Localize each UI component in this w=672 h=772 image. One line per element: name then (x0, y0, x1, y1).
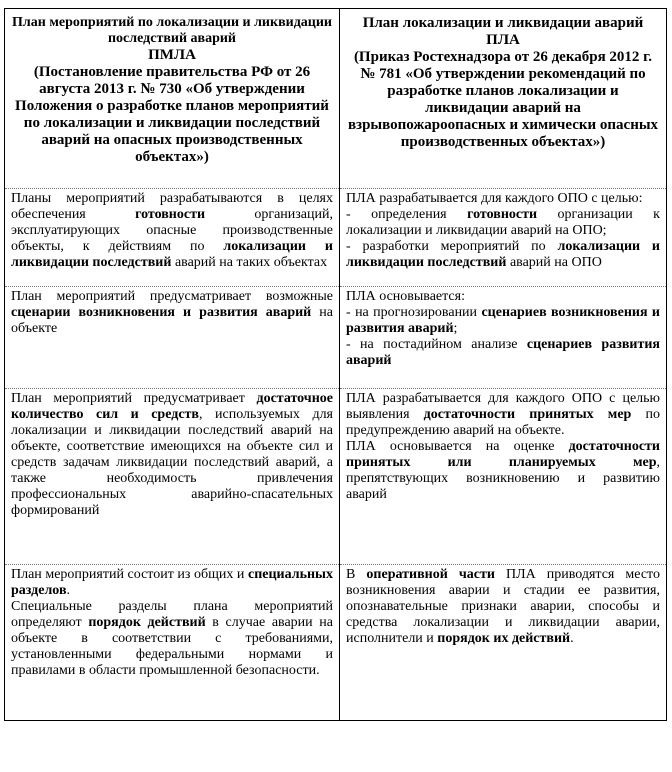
header-right-abbr: ПЛА (486, 32, 520, 48)
bold-text-run: сценариев развития аварий (346, 337, 660, 368)
header-left-source: (Постановление правительства РФ от 26 августа 2013 г. № 730 «Об утверждении Положения о разработке планов мероприятий по локализации и ликвидации последствий аварий на опасных производственных объектах») (15, 64, 329, 165)
text-run: . (66, 583, 71, 598)
text-run: ; (453, 321, 458, 336)
table-row-procedure (5, 565, 667, 721)
text-run: В (346, 567, 367, 582)
text-run: аварий на ОПО (506, 255, 602, 270)
cell-pla-readiness (340, 189, 667, 287)
text-run: Планы мероприятий разрабатываются в целях обеспечения (11, 191, 333, 222)
text-run: аварий на таких объектах (171, 255, 328, 270)
text-run: . (570, 631, 574, 646)
bold-text-run: локализации и ликвидации последствий (346, 239, 661, 270)
header-right-source: (Приказ Ростехнадзора от 26 декабря 2012 г. № 781 «Об утверждении рекомендаций по разработке планов локализации и ликвидации аварий на взрывопожароопасных и химически опасных производственных объектах») (347, 49, 659, 150)
text-run: на объекте (11, 305, 333, 336)
cell-pmla-procedure (5, 565, 340, 721)
bold-text-run: сценарии возникновения и развития аварий (11, 305, 312, 320)
text-run: ПЛА основывается на оценке (346, 439, 569, 454)
text-run: ПЛА разрабатывается для каждого ОПО с целью выявления (346, 391, 660, 422)
text-run: - на постадийном анализе (346, 337, 527, 352)
cell-pmla-sufficiency (5, 389, 340, 565)
table-row-sufficiency (5, 389, 667, 565)
text-run: организаций, эксплуатирующих опасные производственные объекты, к действиям по (11, 207, 333, 254)
text-run: организации к локализации и ликвидации аварий на ОПО; (346, 207, 660, 238)
text-run: , препятствующих возникновению и развитию аварий (346, 455, 660, 502)
text-run: , используемых для локализации и ликвидации последствий аварий на объекте, соответствие имеющихся на объекте сил и средств задачам ликвидации последствий аварий, а также необходимость привлечения профессиональных аварийно-спасательных формирований (11, 407, 333, 518)
table-row-readiness (5, 189, 667, 287)
text-run: План мероприятий состоит из общих и (11, 567, 248, 582)
text-run: План мероприятий предусматривает возможные (11, 289, 333, 304)
cell-pla-procedure (340, 565, 667, 721)
bold-text-run: порядок действий (88, 615, 206, 630)
table-header-row (5, 9, 667, 189)
text-run: ПЛА разрабатывается для каждого ОПО с целью: (346, 191, 643, 206)
bold-text-run: готовности (135, 207, 206, 222)
bold-text-run: готовности (467, 207, 538, 222)
text-run: в случае аварии на объекте в соответствии с требованиями, установленными федеральными нормами и правилами в области промышленной безопасности. (11, 615, 333, 678)
text-run: План мероприятий предусматривает (11, 391, 257, 406)
text-run: Специальные разделы плана мероприятий определяют (11, 599, 333, 630)
text-run: ПЛА приводятся место возникновения аварии и стадии ее развития, опознавательные признаки аварии, способы и средства локализации и ликвидации аварии, исполнители и (346, 567, 660, 646)
bold-text-run: сценариев возникновения и развития аварий (346, 305, 661, 336)
text-run: - на прогнозировании (346, 305, 482, 320)
header-left-title: План мероприятий по локализации и ликвидации последствий аварий (12, 15, 332, 46)
cell-pla-sufficiency (340, 389, 667, 565)
cell-pla-scenarios (340, 287, 667, 389)
text-run: по предупреждению аварий на объекте. (346, 407, 660, 438)
bold-text-run: локализации и ликвидации последствий (11, 239, 333, 270)
text-run: - разработки мероприятий по (346, 239, 558, 254)
bold-text-run: специальных разделов (11, 567, 333, 598)
text-run: - определения (346, 207, 468, 222)
table-row-scenarios (5, 287, 667, 389)
bold-text-run: порядок их действий (437, 631, 571, 646)
comparison-table (4, 8, 667, 721)
cell-pmla-readiness (5, 189, 340, 287)
bold-text-run: оперативной части (366, 567, 495, 582)
bold-text-run: достаточности принятых или планируемых мер (346, 439, 660, 470)
bold-text-run: достаточное количество сил и средств (11, 391, 333, 422)
text-run: ПЛА основывается: (346, 289, 465, 304)
header-right-title: План локализации и ликвидации аварий (362, 15, 644, 31)
header-cell-pla (340, 9, 667, 189)
header-left-abbr: ПМЛА (148, 47, 196, 63)
bold-text-run: достаточности принятых мер (423, 407, 632, 422)
header-cell-pmla (5, 9, 340, 189)
cell-pmla-scenarios (5, 287, 340, 389)
